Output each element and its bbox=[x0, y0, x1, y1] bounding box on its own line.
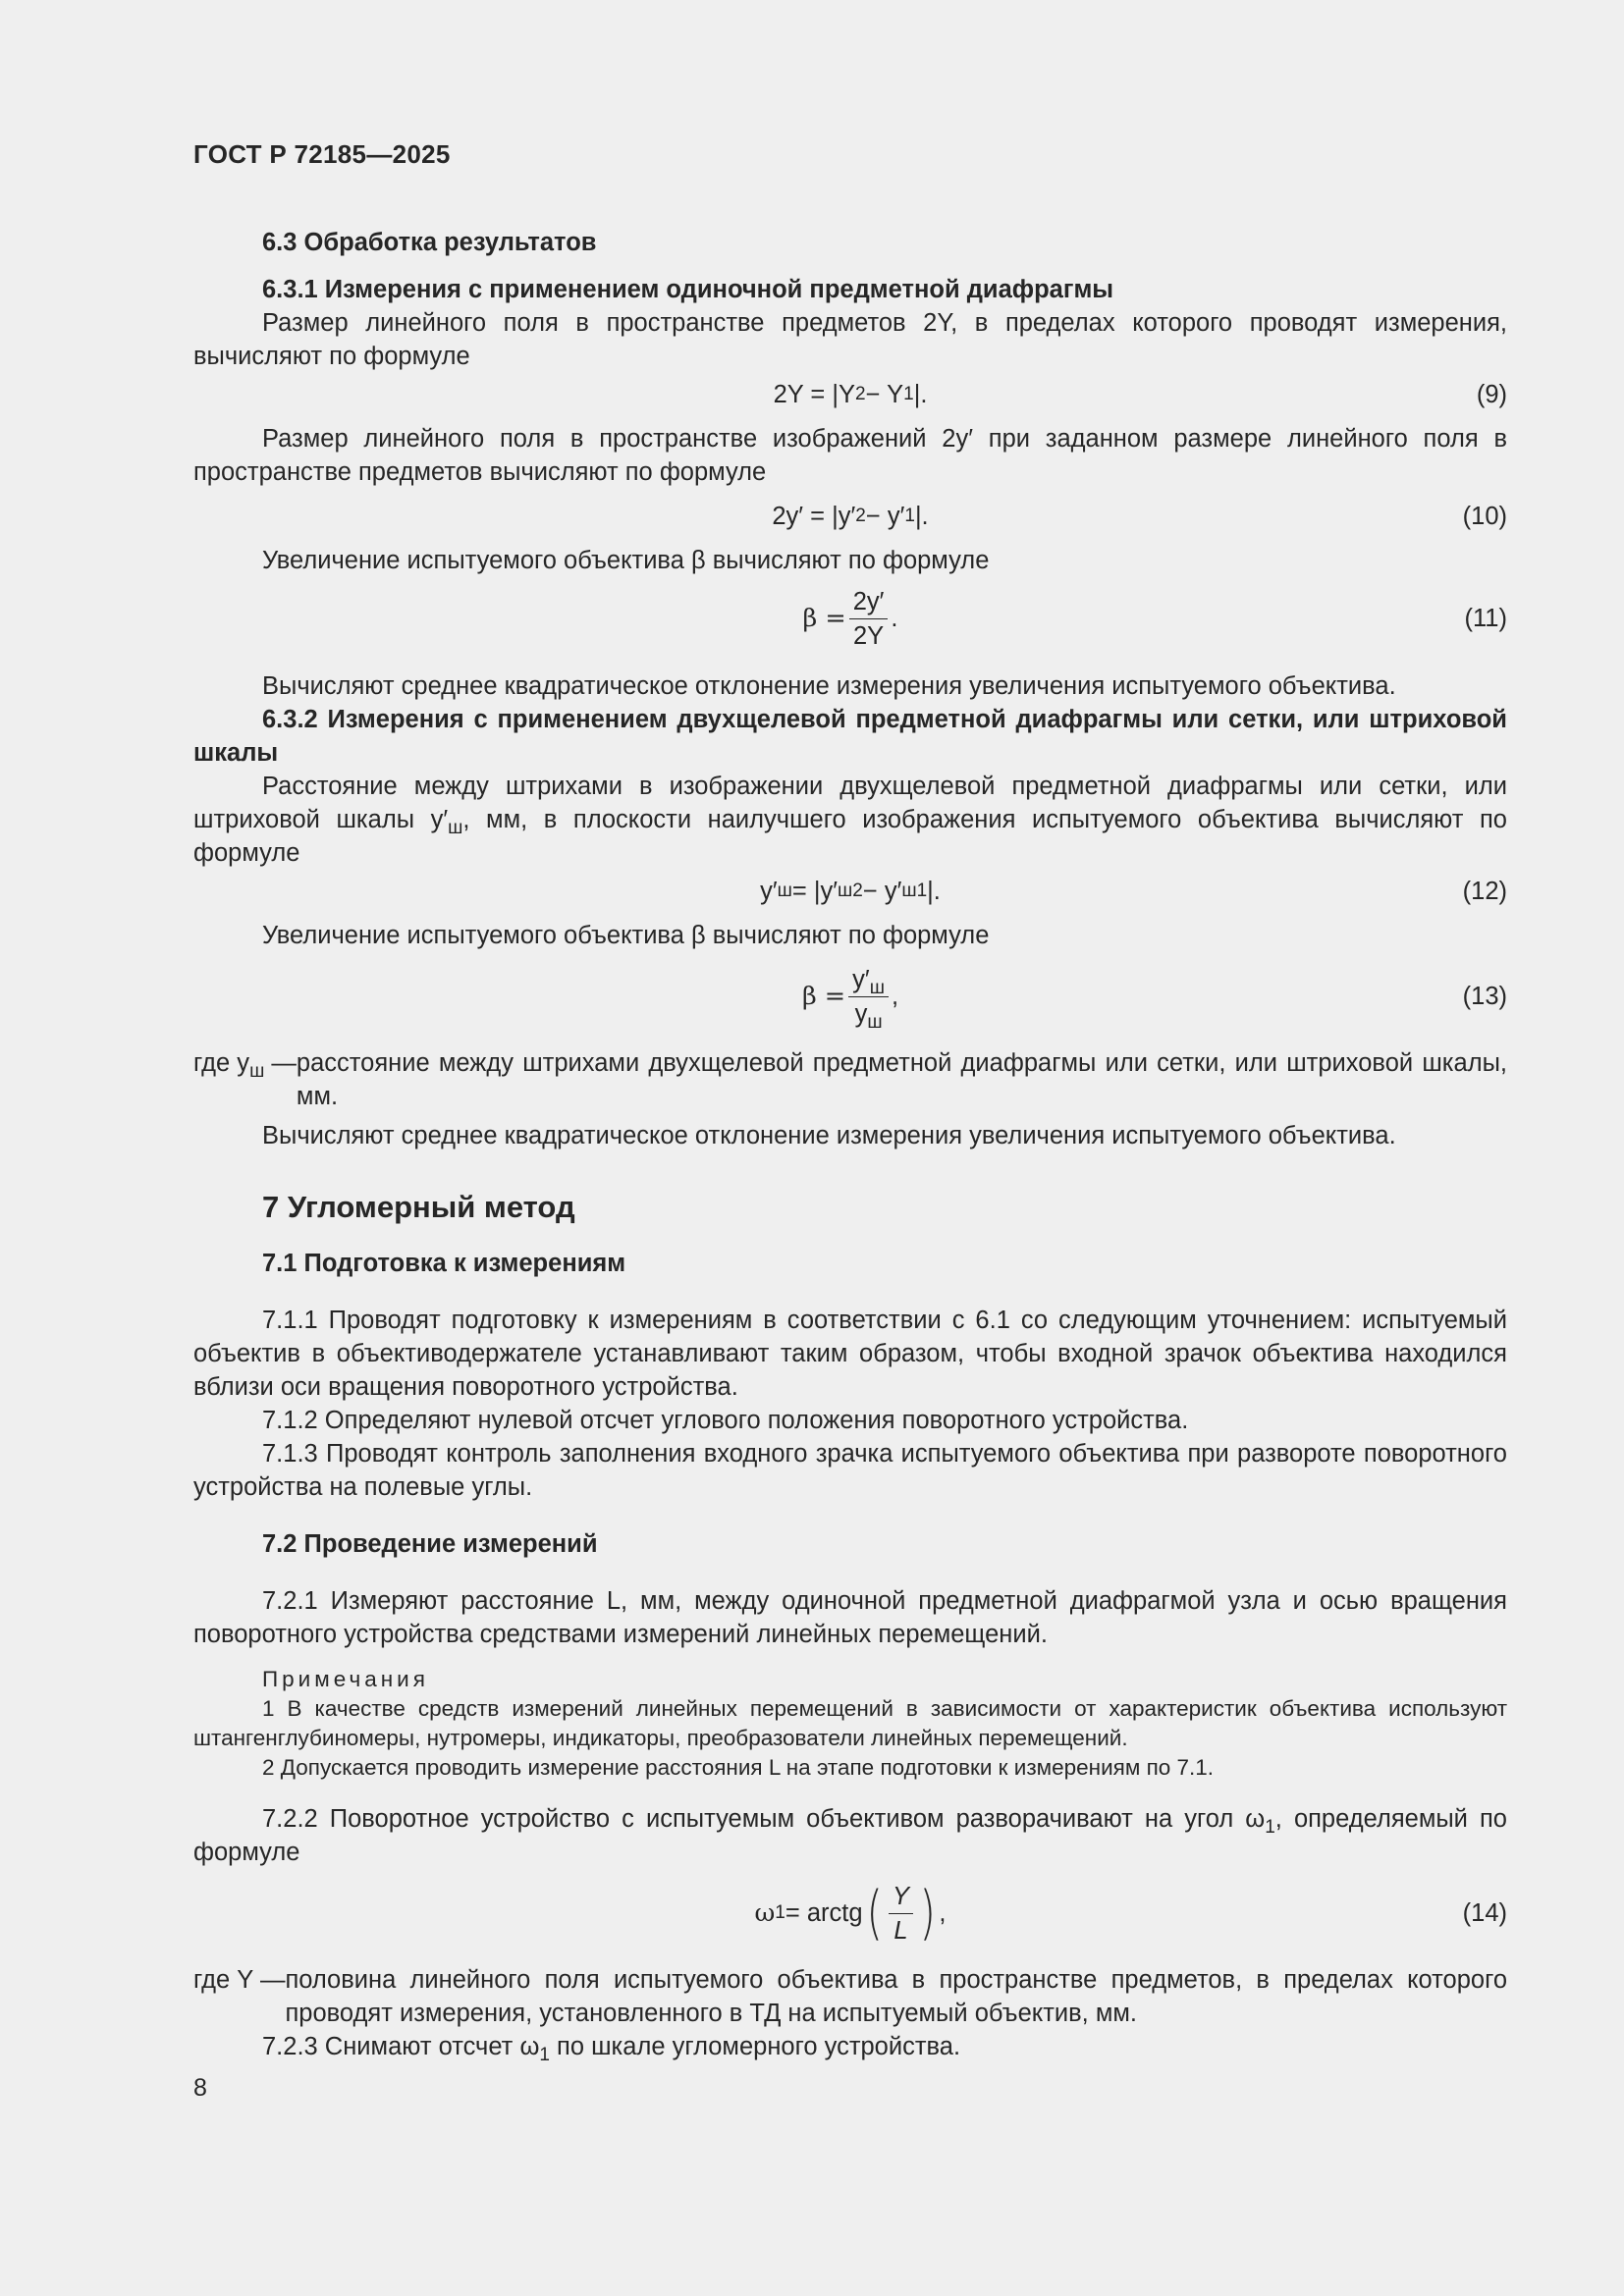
fraction-sub: ш bbox=[869, 977, 885, 998]
where-description: половина линейного поля испытуемого объектива в пространстве предметов, в пределах которого проводят измерения, установленного в ТД на испытуемый объектив, мм. bbox=[285, 1966, 1507, 2027]
paragraph bbox=[193, 770, 1507, 870]
page-number: 8 bbox=[193, 2074, 207, 2102]
where-description: расстояние между штрихами двухщелевой предметной диафрагмы или сетки, или штриховой шкалы, мм. bbox=[296, 1049, 1507, 1110]
section-6-3-title: 6.3 Обработка результатов bbox=[262, 229, 597, 256]
fraction bbox=[848, 963, 889, 1031]
notes-block bbox=[193, 1665, 1507, 1783]
formula-text: . bbox=[891, 605, 898, 632]
formula-body bbox=[193, 952, 1507, 1041]
paragraph-text: 7.2.2 Поворотное устройство с испытуемым объективом разворачивают на угол ω bbox=[262, 1805, 1266, 1833]
paragraph-sub: 1 bbox=[1265, 1817, 1275, 1838]
fraction-denominator bbox=[890, 1914, 911, 1948]
section-6-3-2-title-text: 6.3.2 Измерения с применением двухщелевой предметной диафрагмы или сетки, или штриховой шкалы bbox=[193, 706, 1507, 767]
section-6-3-1-title: 6.3.1 Измерения с применением одиночной предметной диафрагмы bbox=[262, 276, 1114, 303]
where-dash: — bbox=[264, 1049, 297, 1077]
formula-number: (11) bbox=[1464, 605, 1507, 632]
formula-number: (12) bbox=[1462, 878, 1507, 905]
section-7-1-title: 7.1 Подготовка к измерениям bbox=[262, 1250, 626, 1277]
paragraph bbox=[193, 2030, 1507, 2063]
formula-body bbox=[193, 577, 1507, 660]
paragraph-text: Расстояние между штрихами в изображении двухщелевой предметной диафрагмы или сетки, или штриховой шкалы y′ bbox=[193, 773, 1507, 833]
formula-number: (14) bbox=[1462, 1899, 1507, 1927]
fraction-text: y bbox=[854, 999, 868, 1028]
paragraph: 7.2.1 Измеряют расстояние L, мм, между одиночной предметной диафрагмой узла и осью вращения поворотного устройства средствами измерений линейных перемещений. bbox=[193, 1587, 1507, 1648]
paragraph-text: 7.2.3 Снимают отсчет ω bbox=[262, 2033, 540, 2060]
where-label-text: где Y bbox=[193, 1966, 253, 1994]
formula-12 bbox=[193, 870, 1507, 913]
paragraph: Вычисляют среднее квадратическое отклонение измерения увеличения испытуемого объектива. bbox=[262, 672, 1396, 700]
paragraph: 7.1.1 Проводят подготовку к измерениям в соответствии с 6.1 со следующим уточнением: испытуемый объектив в объективодержателе устанавливают таким образом, чтобы входной зрачок объектива находился вблизи оси вращения поворотного устройства. bbox=[193, 1307, 1507, 1401]
right-paren: ) bbox=[919, 1879, 936, 1948]
paragraph: Увеличение испытуемого объектива β вычисляют по формуле bbox=[262, 547, 990, 574]
note: 2 Допускается проводить измерение расстояния L на этапе подготовки к измерениям по 7.1. bbox=[262, 1755, 1215, 1780]
formula-text: 2Y = |Y bbox=[773, 381, 856, 408]
paragraph: 7.1.2 Определяют нулевой отсчет углового положения поворотного устройства. bbox=[262, 1407, 1189, 1434]
fraction bbox=[889, 1880, 913, 1948]
formula-number: (13) bbox=[1462, 983, 1507, 1010]
paragraph-text: , мм, в плоскости наилучшего изображения испытуемого объектива вычисляют по формуле bbox=[193, 806, 1507, 867]
paragraph: Вычисляют среднее квадратическое отклонение измерения увеличения испытуемого объектива. bbox=[262, 1122, 1396, 1149]
where-clause bbox=[193, 1963, 1507, 2030]
note: 1 В качестве средств измерений линейных перемещений в зависимости от характеристик объектива используют штангенглубиномеры, нутромеры, индикаторы, преобразователи линейных перемещений. bbox=[193, 1696, 1507, 1750]
paragraph-text: по шкале угломерного устройства. bbox=[549, 2033, 961, 2060]
formula-text: 2y′ = |y′ bbox=[772, 503, 856, 530]
formula-11 bbox=[193, 577, 1507, 660]
document-page bbox=[193, 137, 1507, 2063]
document-header: ГОСТ Р 72185—2025 bbox=[193, 139, 451, 169]
formula-text: |. bbox=[914, 503, 929, 530]
section-6-3-2-title bbox=[193, 703, 1507, 770]
formula-text: = arctg bbox=[785, 1899, 863, 1927]
formula-body: 2Y = |Y 2 − Y 1 |. bbox=[193, 373, 1507, 416]
where-label-sub: ш bbox=[249, 1061, 265, 1082]
paragraph: Размер линейного поля в пространстве предметов 2Y, в пределах которого проводят измерения, вычисляют по формуле bbox=[193, 309, 1507, 370]
where-clause bbox=[193, 1046, 1507, 1113]
formula-body: 2y′ = |y′ 2 − y′ 1 |. bbox=[193, 495, 1507, 538]
formula-text: β = bbox=[802, 604, 846, 633]
formula-text: y′ bbox=[760, 878, 778, 905]
where-dash: — bbox=[252, 1966, 286, 1994]
formula-text: − y′ bbox=[865, 503, 905, 530]
paragraph: Увеличение испытуемого объектива β вычисляют по формуле bbox=[262, 922, 990, 949]
formula-text: |. bbox=[913, 381, 928, 408]
formula-9 bbox=[193, 373, 1507, 416]
formula-text: β = bbox=[801, 982, 846, 1011]
formula-text: ω bbox=[754, 1898, 776, 1928]
fraction-sub: ш bbox=[867, 1011, 883, 1033]
paragraph-sub: ш bbox=[448, 818, 463, 838]
formula-body: ω 1 = arctg ( $\frac{Y}{L}$ ) , bbox=[754, 1879, 947, 1948]
paragraph: 7.1.3 Проводят контроль заполнения входного зрачка испытуемого объектива при развороте поворотного устройства на полевые углы. bbox=[193, 1440, 1507, 1501]
formula-text: , bbox=[939, 1899, 947, 1927]
fraction bbox=[849, 585, 889, 653]
formula-number: (10) bbox=[1462, 503, 1507, 530]
fraction-text: L bbox=[893, 1916, 908, 1945]
notes-title: Примечания bbox=[262, 1667, 429, 1691]
formula-number: (9) bbox=[1476, 381, 1507, 408]
formula-body: y′ ш = |y′ ш2 − y′ ш1 |. bbox=[193, 870, 1507, 913]
formula-text: − Y bbox=[865, 381, 904, 408]
fraction-text: y′ bbox=[852, 965, 870, 993]
formula-10 bbox=[193, 495, 1507, 538]
formula-text: = |y′ bbox=[791, 878, 839, 905]
where-label bbox=[193, 1046, 297, 1113]
left-paren: ( bbox=[866, 1879, 883, 1948]
fraction-denominator: 2Y bbox=[852, 621, 885, 650]
where-label-text: где y bbox=[193, 1049, 250, 1077]
formula-13 bbox=[193, 952, 1507, 1041]
paragraph-text: , определяемый по формуле bbox=[193, 1805, 1507, 1866]
formula-14 bbox=[193, 1869, 1507, 1957]
formula-text: |. bbox=[927, 878, 941, 905]
fraction-numerator bbox=[848, 963, 889, 997]
formula-text: , bbox=[891, 983, 899, 1010]
paragraph: Размер линейного поля в пространстве изображений 2y′ при заданном размере линейного поля в пространстве предметов вычисляют по формуле bbox=[193, 425, 1507, 486]
fraction-numerator bbox=[889, 1880, 913, 1914]
paragraph bbox=[193, 1802, 1507, 1869]
fraction-text: Y bbox=[892, 1882, 909, 1910]
formula-text: − y′ bbox=[862, 878, 902, 905]
fraction-denominator bbox=[851, 997, 887, 1031]
fraction-numerator: 2y′ bbox=[849, 585, 889, 619]
where-label bbox=[193, 1963, 285, 2030]
section-7-title: 7 Угломерный метод bbox=[262, 1190, 575, 1224]
paragraph-sub: 1 bbox=[539, 2045, 550, 2065]
section-7-2-title: 7.2 Проведение измерений bbox=[262, 1530, 598, 1558]
